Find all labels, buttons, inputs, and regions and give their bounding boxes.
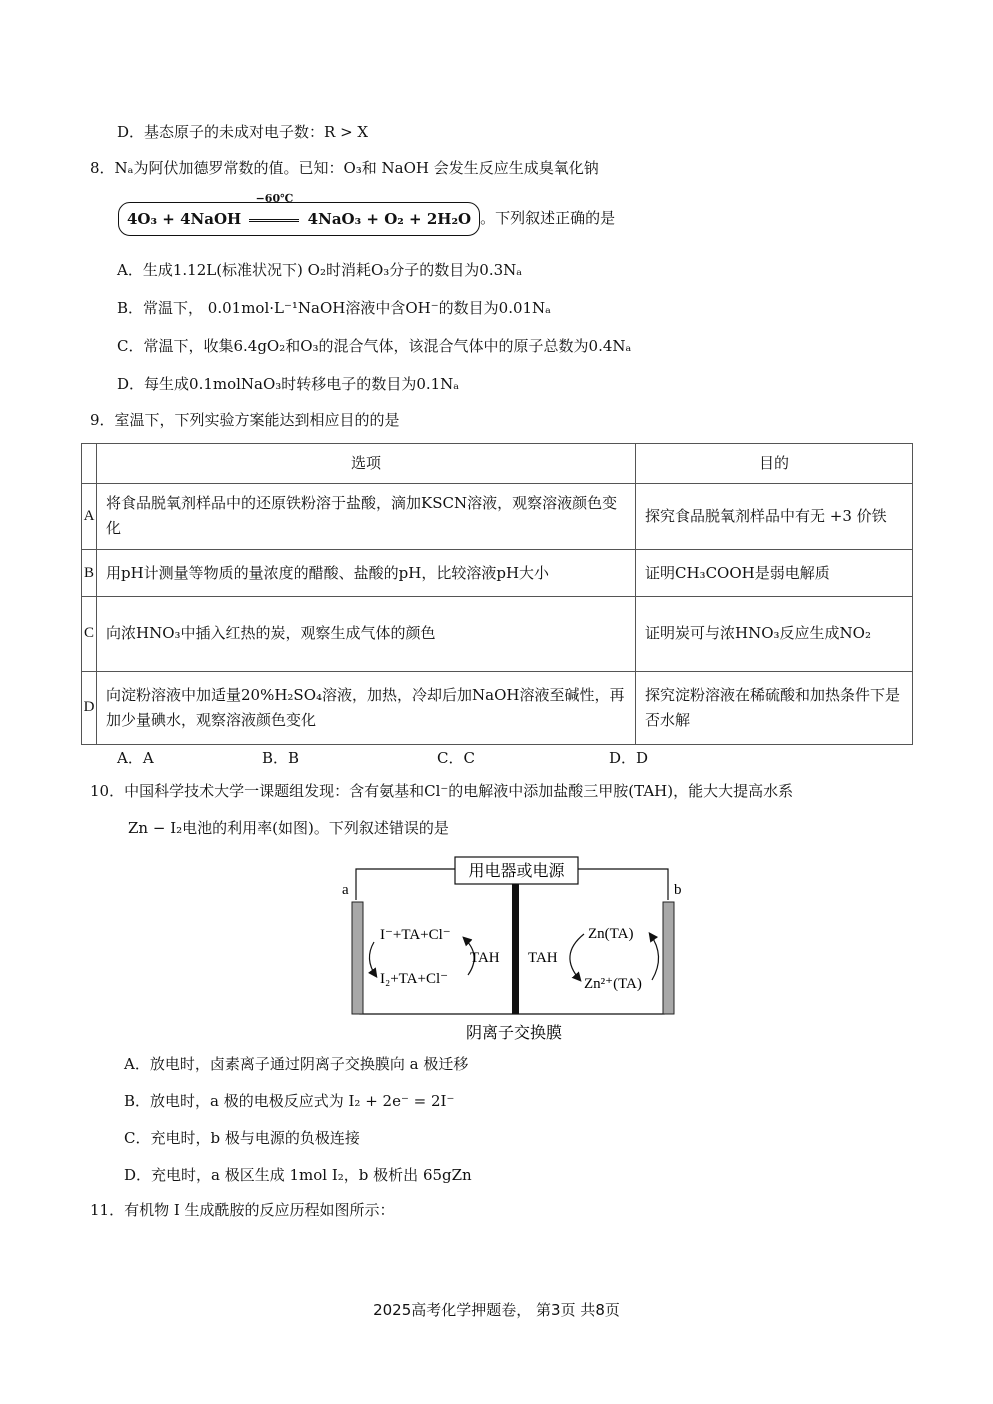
electrode-b [663,902,674,1014]
row-purpose: 探究淀粉溶液在稀硫酸和加热条件下是否水解 [636,671,913,744]
q8-equation [118,192,480,236]
q9-table [81,443,913,745]
electrode-b-label: b [674,882,682,898]
equal-sign-icon [249,219,299,222]
q8-stem-tail: 。下列叙述正确的是 [480,209,616,227]
left-bottom-species: I₂+TA+Cl⁻ [380,971,449,987]
membrane-label: 阴离子交换膜 [465,1025,563,1042]
q9-answer-options [117,747,648,769]
q10-stem: 10．中国科学技术大学一课题组发现：含有氨基和Cl⁻的电解液中添加盐酸三甲胺(TAH)，能大大提高水系 [90,782,794,800]
row-purpose: 证明CH₃COOH是弱电解质 [636,550,913,597]
row-purpose: 探究食品脱氧剂样品中有无 +3 价铁 [636,483,913,550]
right-bottom-species: Zn²⁺(TA) [584,976,642,992]
q10-option-a: A．放电时，卤素离子通过阴离子交换膜向 a 极迁移 [124,1055,469,1073]
equation-right: 4NaO₃ + O₂ + 2H₂O [307,210,472,228]
q9-answer-d: D．D [609,749,649,767]
tah-right-label: TAH [528,950,558,966]
q10-option-b: B．放电时，a 极的电极反应式为 I₂ + 2e⁻ = 2I⁻ [124,1092,455,1110]
q8-option-c: C．常温下，收集6.4gO₂和O₃的混合气体，该混合气体中的原子总数为0.4Nₐ [117,337,632,355]
row-purpose: 证明炭可与浓HNO₃反应生成NO₂ [636,597,913,672]
arrow-icon [369,942,376,976]
q9-answer-c: C．C [437,749,475,767]
header-purpose-cell: 目的 [636,444,913,484]
header-plan-cell: 选项 [97,444,636,484]
q8-stem: 8．Nₐ为阿伏加德罗常数的值。已知：O₃和 NaOH 会发生反应生成臭氧化钠 [90,159,599,177]
row-plan: 将食品脱氧剂样品中的还原铁粉溶于盐酸，滴加KSCN溶液，观察溶液颜色变化 [97,483,636,550]
q10-option-c: C．充电时，b 极与电源的负极连接 [124,1129,360,1147]
membrane [512,884,519,1014]
header-label-cell [82,444,97,484]
q8-option-b: B．常温下， 0.01mol·L⁻¹NaOH溶液中含OH⁻的数目为0.01Nₐ [117,299,551,317]
q11-stem: 11．有机物 I 生成酰胺的反应历程如图所示： [90,1201,395,1219]
row-label: B [82,550,97,597]
q7-option-d: D．基态原子的未成对电子数：R > X [117,123,369,141]
electrode-a [352,902,363,1014]
q10-stem-2: Zn − I₂电池的利用率(如图)。下列叙述错误的是 [128,819,449,837]
arrow-icon [650,934,659,980]
row-label: C [82,597,97,672]
row-plan: 向淀粉溶液中加适量20%H₂SO₄溶液，加热，冷却后加NaOH溶液至碱性，再加少量碘水，观察溶液颜色变化 [97,671,636,744]
table-row [82,483,913,550]
arrow-icon [570,934,584,980]
left-top-species: I⁻+TA+Cl⁻ [380,927,451,943]
table-row [82,597,913,672]
row-label: D [82,671,97,744]
page-footer: 2025高考化学押题卷， 第3页 共8页 [373,1301,620,1319]
equation-left: 4O₃ + 4NaOH [127,210,242,228]
q8-equation-line [118,192,616,236]
q8-option-d: D．每生成0.1molNaO₃时转移电子的数目为0.1Nₐ [117,375,460,393]
battery-diagram [330,852,690,1047]
equation-condition [246,192,302,233]
tah-left-label: TAH [470,950,500,966]
q8-option-a: A．生成1.12L(标准状况下) O₂时消耗O₃分子的数目为0.3Nₐ [117,261,523,279]
q9-answer-b: B．B [262,749,300,767]
row-plan: 向浓HNO₃中插入红热的炭，观察生成气体的颜色 [97,597,636,672]
table-row [82,550,913,597]
electrode-a-label: a [342,882,349,898]
q10-option-d: D．充电时，a 极区生成 1mol I₂，b 极析出 65gZn [124,1166,472,1184]
row-plan: 用pH计测量等物质的量浓度的醋酸、盐酸的pH，比较溶液pH大小 [97,550,636,597]
device-label: 用电器或电源 [468,863,565,880]
table-row [82,671,913,744]
q9-answer-a: A．A [117,749,154,767]
condition-label: −60℃ [255,192,294,205]
q9-stem: 9．室温下，下列实验方案能达到相应目的的是 [90,411,400,429]
row-label: A [82,483,97,550]
table-header-row [82,444,913,484]
right-top-species: Zn(TA) [588,926,634,942]
